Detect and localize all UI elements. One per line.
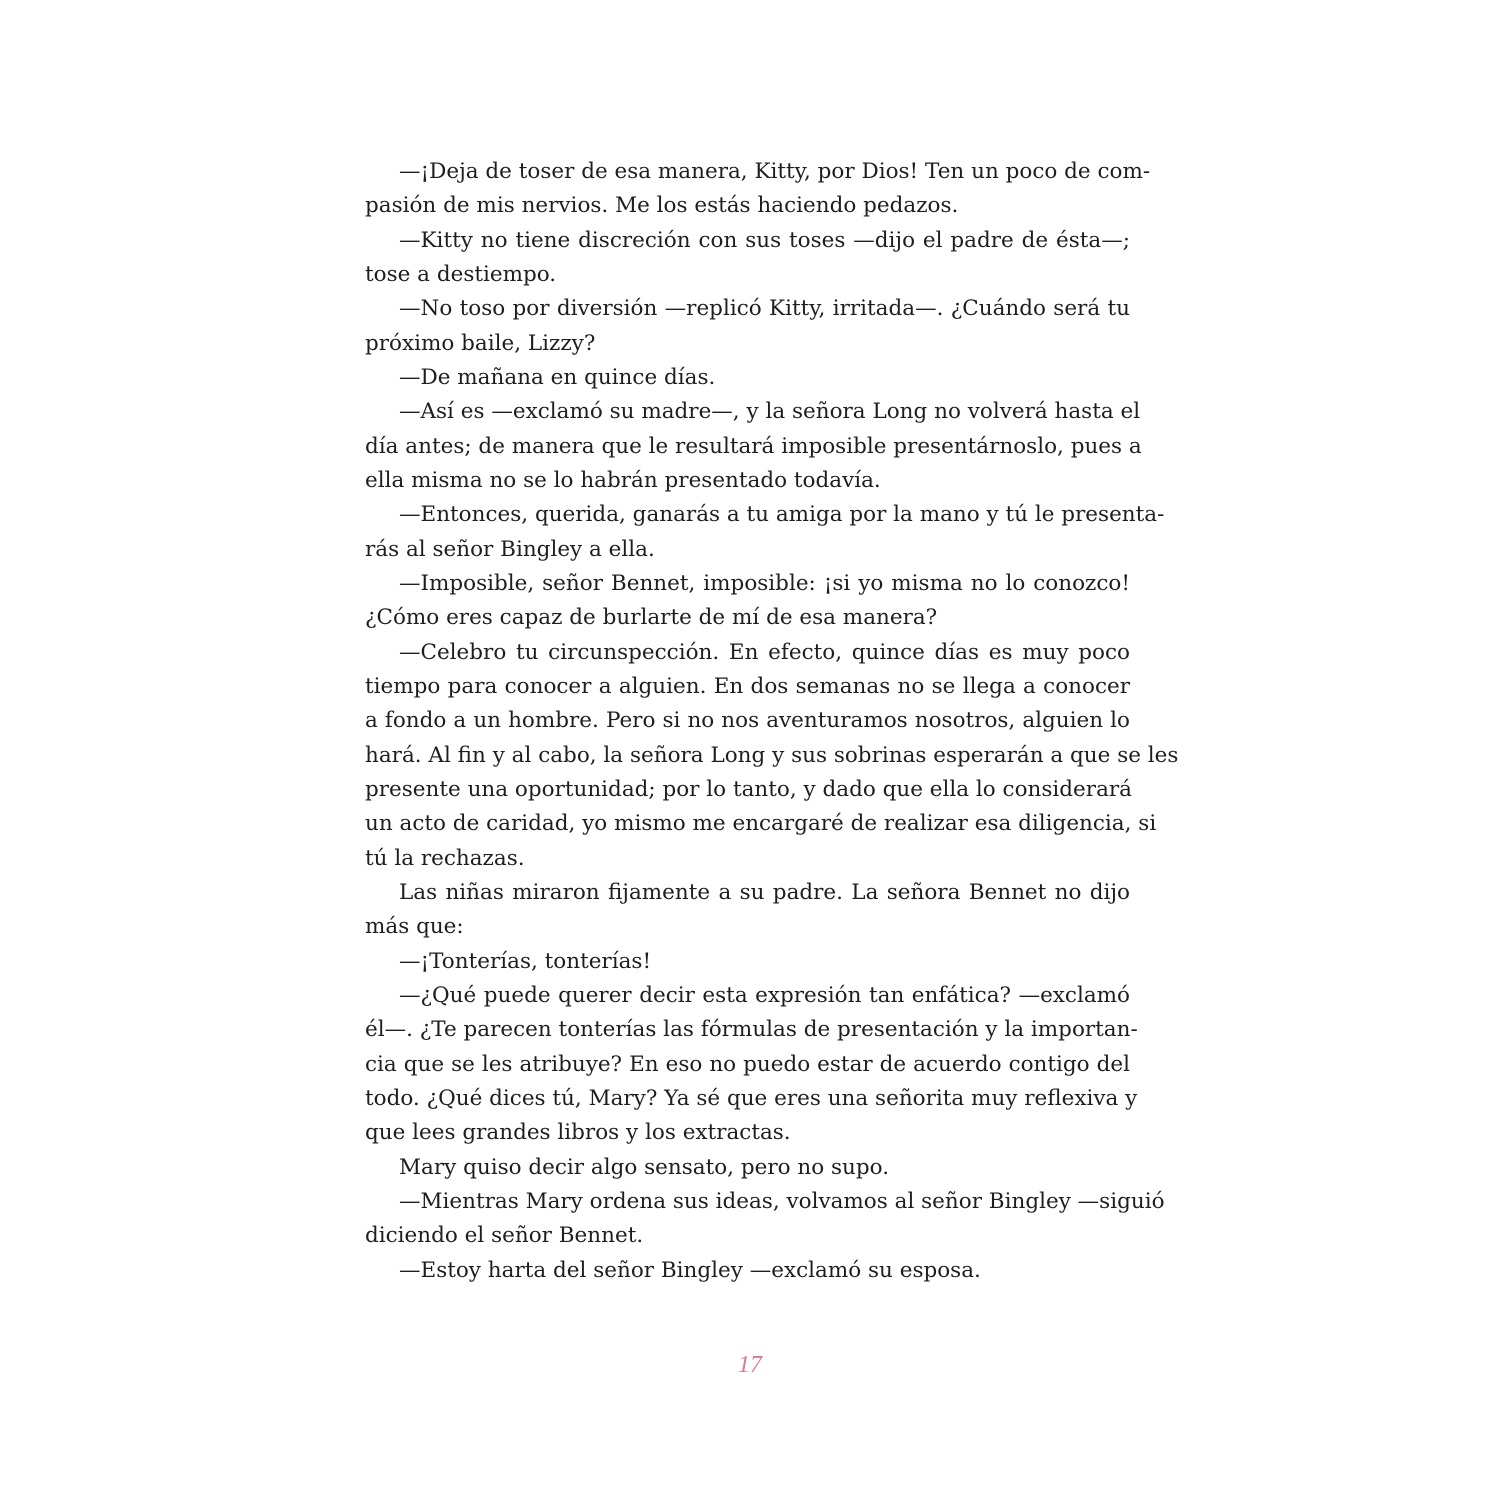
text-line: —De mañana en quince días. xyxy=(399,364,716,390)
paragraph xyxy=(365,567,1130,636)
text-line: —Mientras Mary ordena sus ideas, volvamos al señor Bingley —siguió xyxy=(399,1188,1165,1214)
text-line: tose a destiempo. xyxy=(365,261,557,287)
text-line: hará. Al fin y al cabo, la señora Long y sus sobrinas esperarán a que se les xyxy=(365,742,1179,768)
paragraph xyxy=(365,395,1142,498)
text-line: presente una oportunidad; por lo tanto, y dado que ella lo considerará xyxy=(365,776,1132,802)
paragraph xyxy=(365,1185,1165,1254)
paragraph xyxy=(365,876,1130,945)
text-line: día antes; de manera que le resultará imposible presentárnoslo, pues a xyxy=(365,433,1142,459)
page-body-text xyxy=(365,155,1179,1288)
text-line: ¿Cómo eres capaz de burlarte de mí de esa manera? xyxy=(365,605,938,631)
text-line: a fondo a un hombre. Pero si no nos aventuramos nosotros, alguien lo xyxy=(365,708,1130,734)
page-number: 17 xyxy=(738,1352,762,1378)
text-line: todo. ¿Qué dices tú, Mary? Ya sé que eres una señorita muy reflexiva y xyxy=(365,1085,1138,1111)
text-line: cia que se les atribuye? En eso no puedo estar de acuerdo contigo del xyxy=(365,1051,1130,1077)
text-line: —Imposible, señor Bennet, imposible: ¡si yo misma no lo conozco! xyxy=(399,570,1130,596)
text-line: —¡Tonterías, tonterías! xyxy=(399,948,652,974)
text-line: —¡Deja de toser de esa manera, Kitty, por Dios! Ten un poco de com- xyxy=(399,159,1151,184)
paragraph xyxy=(365,361,1130,395)
paragraph xyxy=(365,636,1179,876)
text-line: más que: xyxy=(365,914,464,940)
text-line: Mary quiso decir algo sensato, pero no supo. xyxy=(399,1154,890,1180)
text-line: —¿Qué puede querer decir esta expresión tan enfática? —exclamó xyxy=(399,982,1130,1008)
paragraph xyxy=(365,498,1165,567)
text-line: tiempo para conocer a alguien. En dos semanas no se llega a conocer xyxy=(365,673,1130,699)
text-line: Las niñas miraron fijamente a su padre. La señora Bennet no dijo xyxy=(399,879,1130,905)
text-line: que lees grandes libros y los extractas. xyxy=(365,1120,791,1146)
text-line: —Celebro tu circunspección. En efecto, quince días es muy poco xyxy=(399,639,1130,665)
paragraph xyxy=(365,292,1130,361)
text-line: —Así es —exclamó su madre—, y la señora Long no volverá hasta el xyxy=(399,399,1141,425)
text-line: él—. ¿Te parecen tonterías las fórmulas de presentación y la importan- xyxy=(365,1017,1138,1043)
paragraph xyxy=(365,979,1138,1151)
text-line: —Entonces, querida, ganarás a tu amiga por la mano y tú le presenta- xyxy=(399,502,1165,528)
paragraph xyxy=(365,155,1151,224)
text-line: —No toso por diversión —replicó Kitty, irritada—. ¿Cuándo será tu xyxy=(399,296,1130,322)
paragraph xyxy=(365,1151,1130,1185)
paragraph xyxy=(365,945,1130,979)
text-line: próximo baile, Lizzy? xyxy=(365,330,596,356)
text-line: un acto de caridad, yo mismo me encargaré de realizar esa diligencia, si xyxy=(365,811,1157,837)
text-line: pasión de mis nervios. Me los estás haciendo pedazos. xyxy=(365,193,959,219)
text-line: —Estoy harta del señor Bingley —exclamó su esposa. xyxy=(399,1257,981,1283)
text-line: rás al señor Bingley a ella. xyxy=(365,536,655,562)
text-line: diciendo el señor Bennet. xyxy=(365,1223,644,1249)
text-line: tú la rechazas. xyxy=(365,845,525,871)
paragraph xyxy=(365,224,1130,293)
paragraph xyxy=(365,1254,1130,1288)
text-line: ella misma no se lo habrán presentado todavía. xyxy=(365,467,881,493)
text-line: —Kitty no tiene discreción con sus toses —dijo el padre de ésta—; xyxy=(399,227,1130,253)
